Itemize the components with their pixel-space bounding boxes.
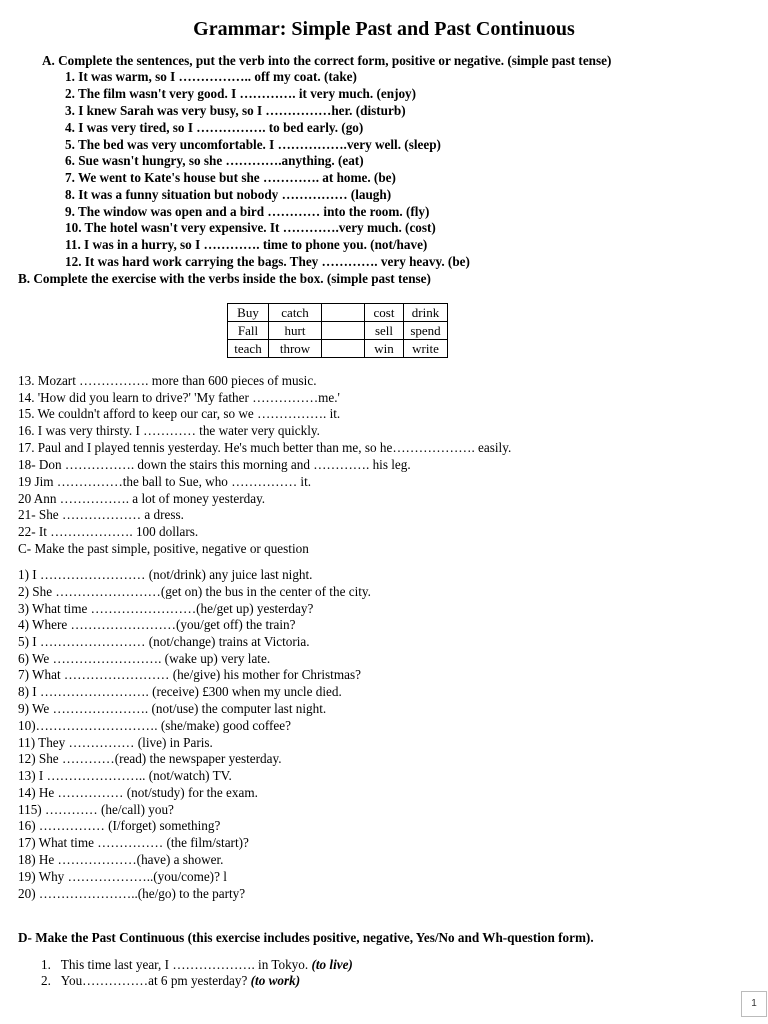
- table-cell: teach: [228, 340, 269, 358]
- list-item: 6. Sue wasn't hungry, so she ………….anything. (eat): [65, 153, 364, 168]
- list-item: 22- It ………………. 100 dollars.: [18, 524, 199, 539]
- list-item: 14) He …………… (not/study) for the exam.: [18, 785, 258, 800]
- item-text: This time last year, I ………………. in Tokyo.: [60, 957, 312, 972]
- list-item: 17. Paul and I played tennis yesterday. He's much better than me, so he………………. easily.: [18, 440, 512, 455]
- item-text: You……………at 6 pm yesterday?: [60, 973, 251, 988]
- list-item: 3. I knew Sarah was very busy, so I ……………her. (disturb): [65, 103, 406, 118]
- list-item: 18- Don ……………. down the stairs this morning and …………. his leg.: [18, 457, 411, 472]
- list-item: 6) We ……………………. (wake up) very late.: [18, 651, 271, 666]
- list-item: 2) She ……………………(get on) the bus in the center of the city.: [18, 584, 371, 599]
- list-item: 4) Where ……………………(you/get off) the train?: [18, 617, 296, 632]
- list-item: 12. It was hard work carrying the bags. They …………. very heavy. (be): [65, 254, 470, 269]
- section-d-heading: D- Make the Past Continuous (this exercise includes positive, negative, Yes/No and Wh-question form).: [18, 930, 594, 945]
- list-item: [41, 973, 300, 989]
- list-item: 5. The bed was very uncomfortable. I …………….very well. (sleep): [65, 137, 441, 152]
- list-item: 8. It was a funny situation but nobody …………… (laugh): [65, 187, 392, 202]
- verb-hint: (to live): [311, 957, 353, 972]
- list-item: 11. I was in a hurry, so I …………. time to phone you. (not/have): [65, 237, 428, 252]
- list-item: 115) ………… (he/call) you?: [18, 802, 174, 817]
- list-item: 3) What time ……………………(he/get up) yesterday?: [18, 601, 314, 616]
- list-item: 9. The window was open and a bird ………… into the room. (fly): [65, 204, 430, 219]
- list-item: 20) …………………..(he/go) to the party?: [18, 886, 246, 901]
- table-cell: hurt: [269, 322, 322, 340]
- table-cell: throw: [269, 340, 322, 358]
- list-item: 15. We couldn't afford to keep our car, so we ……………. it.: [18, 406, 341, 421]
- section-a-heading: A. Complete the sentences, put the verb into the correct form, positive or negative. (simple past tense): [42, 53, 612, 68]
- table-cell: drink: [404, 304, 448, 322]
- list-item: 16) …………… (I/forget) something?: [18, 818, 221, 833]
- item-number: 2.: [41, 973, 51, 988]
- item-number: 1.: [41, 957, 51, 972]
- list-item: 5) I …………………… (not/change) trains at Victoria.: [18, 634, 310, 649]
- page-number: 1: [741, 991, 767, 1017]
- list-item: [41, 957, 353, 973]
- table-cell: catch: [269, 304, 322, 322]
- table-row: [228, 340, 448, 358]
- list-item: 16. I was very thirsty. I ………… the water very quickly.: [18, 423, 320, 438]
- list-item: 14. 'How did you learn to drive?' 'My father ……………me.': [18, 390, 340, 405]
- list-item: 12) She …………(read) the newspaper yesterday.: [18, 751, 282, 766]
- list-item: 10)………………………. (she/make) good coffee?: [18, 718, 291, 733]
- table-cell: Buy: [228, 304, 269, 322]
- list-item: 17) What time …………… (the film/start)?: [18, 835, 249, 850]
- list-item: 9) We …………………. (not/use) the computer last night.: [18, 701, 327, 716]
- table-cell: [322, 304, 365, 322]
- table-cell: win: [365, 340, 404, 358]
- list-item: 13) I ………………….. (not/watch) TV.: [18, 768, 232, 783]
- list-item: 13. Mozart ……………. more than 600 pieces of music.: [18, 373, 317, 388]
- section-c-heading: C- Make the past simple, positive, negative or question: [18, 541, 309, 556]
- table-cell: Fall: [228, 322, 269, 340]
- verb-box-table: [227, 303, 448, 358]
- list-item: 10. The hotel wasn't very expensive. It ………….very much. (cost): [65, 220, 436, 235]
- table-cell: [322, 340, 365, 358]
- list-item: 8) I ……………………. (receive) £300 when my uncle died.: [18, 684, 342, 699]
- table-cell: spend: [404, 322, 448, 340]
- list-item: 20 Ann ……………. a lot of money yesterday.: [18, 491, 266, 506]
- list-item: 2. The film wasn't very good. I …………. it very much. (enjoy): [65, 86, 417, 101]
- table-cell: [322, 322, 365, 340]
- page-title: Grammar: Simple Past and Past Continuous: [193, 18, 575, 40]
- list-item: 19) Why ………………..(you/come)? l: [18, 869, 227, 884]
- list-item: 19 Jim ……………the ball to Sue, who …………… it.: [18, 474, 312, 489]
- table-row: [228, 304, 448, 322]
- table-row: [228, 322, 448, 340]
- list-item: 7) What …………………… (he/give) his mother for Christmas?: [18, 667, 361, 682]
- table-cell: cost: [365, 304, 404, 322]
- table-cell: sell: [365, 322, 404, 340]
- list-item: 7. We went to Kate's house but she …………. at home. (be): [65, 170, 396, 185]
- table-cell: write: [404, 340, 448, 358]
- verb-hint: (to work): [250, 973, 301, 988]
- list-item: 1) I …………………… (not/drink) any juice last night.: [18, 567, 313, 582]
- list-item: 1. It was warm, so I …………….. off my coat. (take): [65, 69, 357, 84]
- list-item: 11) They …………… (live) in Paris.: [18, 735, 213, 750]
- list-item: 18) He ………………(have) a shower.: [18, 852, 224, 867]
- list-item: 21- She ……………… a dress.: [18, 507, 184, 522]
- section-b-heading: B. Complete the exercise with the verbs inside the box. (simple past tense): [18, 271, 431, 286]
- list-item: 4. I was very tired, so I ……………. to bed early. (go): [65, 120, 364, 135]
